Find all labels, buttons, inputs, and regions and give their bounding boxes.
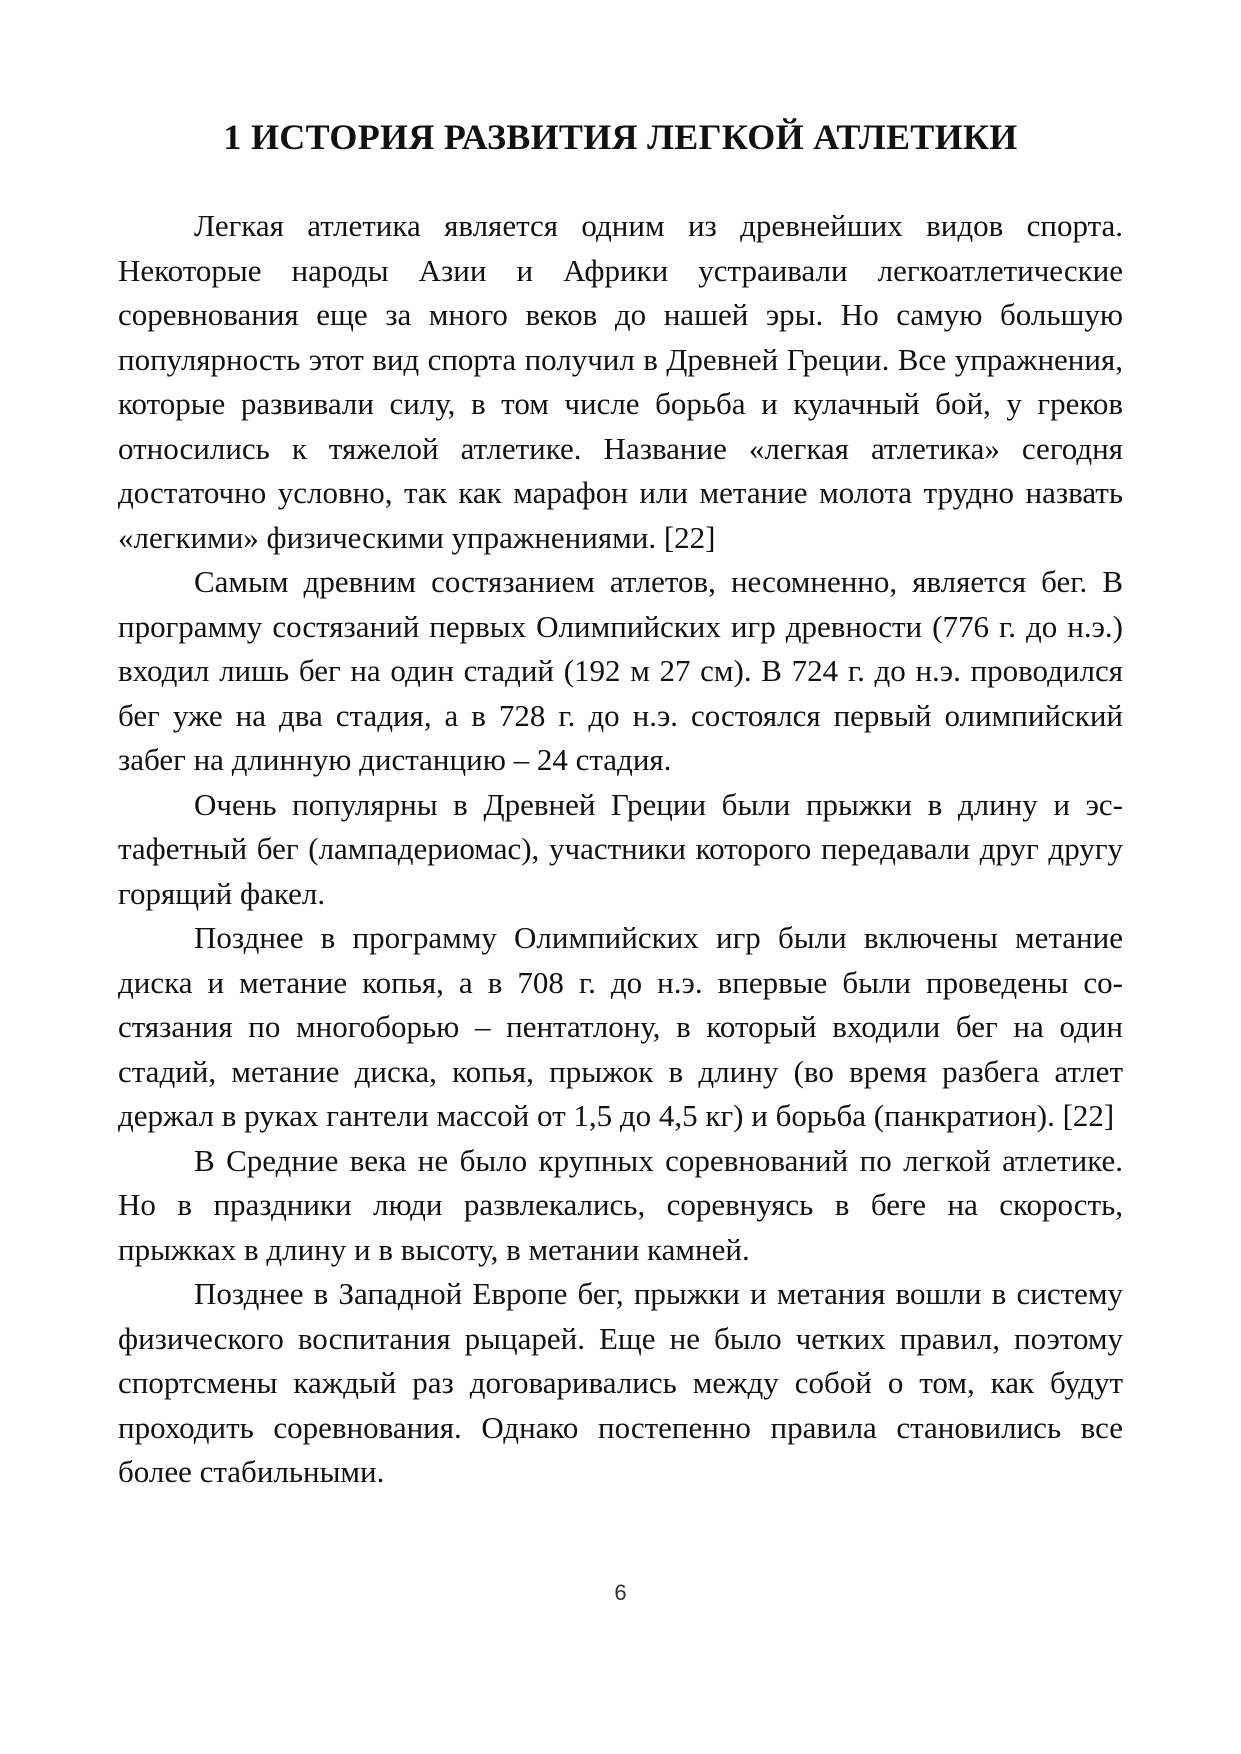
paragraph: Позднее в Западной Европе бег, прыжки и метания вошли в систему физического воспитания рыцарей. Еще не было четких правил, поэтому спортсмены каждый раз договаривались между собой о том, как будут проходить соревнования. Однако постепенно правила становились все более стабильными. <box>118 1276 1123 1489</box>
paragraph: Очень популярны в Древней Греции были прыжки в длину и эстафетный бег (лампадериомас), участники которого передавали друг другу горящий факел. <box>118 786 1123 911</box>
body-text <box>118 204 1123 1495</box>
paragraph: Позднее в программу Олимпийских игр были включены метание диска и метание копья, а в 708 г. до н.э. впервые были проведены состязания по многоборью – пентатлону, в который входили бег на один стадий, метание диска, копья, прыжок в длину (во время разбега атлет держал в руках гантели массой от 1,5 до 4,5 кг) и борьба (панкратион). [22] <box>118 920 1123 1133</box>
paragraph: Самым древним состязанием атлетов, несомненно, является бег. В программу состязаний первых Олимпийских игр древности (776 г. до н.э.) входил лишь бег на один стадий (192 м 27 см). В 724 г. до н.э. проводился бег уже на два стадия, а в 728 г. до н.э. состоялся первый олимпийский забег на длинную дистанцию – 24 стадия. <box>118 564 1123 777</box>
paragraph: В Средние века не было крупных соревнований по легкой атлетике. Но в праздники люди развлекались, соревнуясь в беге на скорость, прыжках в длину и в высоту, в метании камней. <box>118 1142 1123 1267</box>
chapter-title: 1 ИСТОРИЯ РАЗВИТИЯ ЛЕГКОЙ АТЛЕТИКИ <box>223 117 1018 157</box>
page-number: 6 <box>614 1580 627 1605</box>
paragraph: Легкая атлетика является одним из древнейших видов спорта. Некоторые народы Азии и Африки устраивали легкоатлетические соревнования еще за много веков до нашей эры. Но самую большую популярность этот вид спорта получил в Древней Греции. Все упражнения, которые развивали силу, в том числе борьба и кулачный бой, у греков относились к тяжелой атлетике. Название «легкая атлетика» сегодня достаточно условно, так как марафон или метание молота трудно назвать «легкими» физическими упражнениями. [22] <box>118 208 1123 555</box>
